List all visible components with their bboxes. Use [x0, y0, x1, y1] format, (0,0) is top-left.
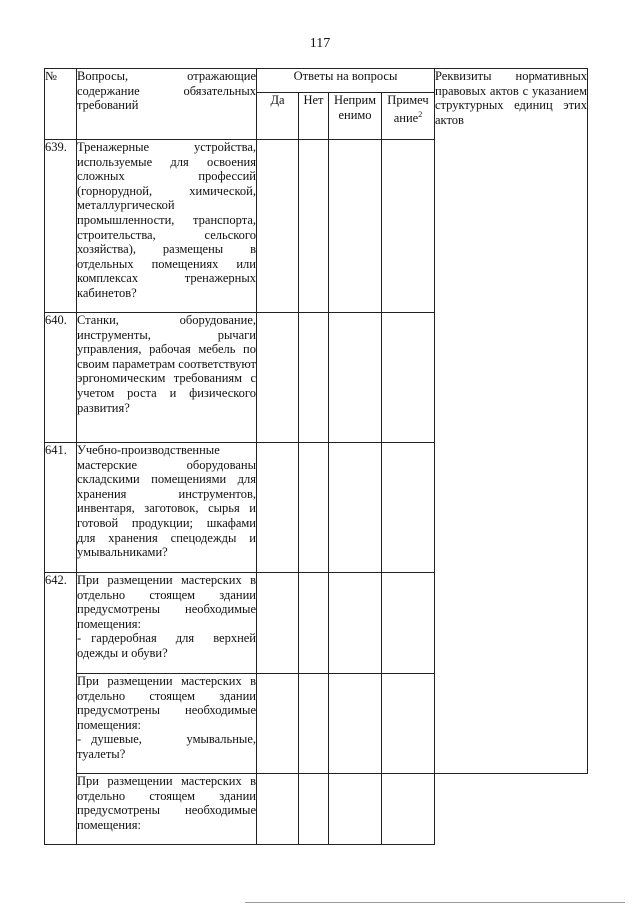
- header-row: [45, 69, 588, 93]
- answer-na-cell[interactable]: [329, 443, 382, 573]
- answer-note-cell[interactable]: [382, 774, 435, 845]
- header-questions: Вопросы, отражающие содержание обязательных требований: [77, 69, 257, 140]
- item-dash: -: [77, 631, 82, 646]
- row-question: Учебно-производственные мастерские оборудованы складскими помещениями для хранения инструментов, инвентаря, заготовок, сырья и готовой продукции; шкафами для хранения спецодежды и умывальниками?: [77, 443, 257, 573]
- note-footnote-mark: 2: [418, 109, 423, 119]
- answer-no-cell[interactable]: [299, 674, 329, 774]
- note-label: Примеч ание: [387, 93, 429, 125]
- checklist-table: [44, 68, 588, 845]
- answer-na-cell[interactable]: [329, 140, 382, 313]
- header-answers: Ответы на вопросы: [257, 69, 435, 93]
- answer-no-cell[interactable]: [299, 140, 329, 313]
- table-row: [45, 774, 588, 845]
- answer-yes-cell[interactable]: [257, 774, 299, 845]
- header-answer-no: Нет: [299, 93, 329, 140]
- row-question: Станки, оборудование, инструменты, рычаги управления, рабочая мебель по своим параметрам соответствуют эргономическим требованиям с учетом роста и физического развития?: [77, 313, 257, 443]
- question-intro: При размещении мастерских в отдельно стоящем здании предусмотрены необходимые помещения:: [77, 573, 256, 631]
- header-num: №: [45, 69, 77, 140]
- header-answer-na: Неприм енимо: [329, 93, 382, 140]
- answer-yes-cell[interactable]: [257, 674, 299, 774]
- answer-note-cell[interactable]: [382, 573, 435, 674]
- answer-note-cell[interactable]: [382, 443, 435, 573]
- header-requisites: Реквизиты нормативных правовых актов с указанием структурных единиц этих актов: [435, 69, 588, 774]
- answer-yes-cell[interactable]: [257, 313, 299, 443]
- answer-no-cell[interactable]: [299, 573, 329, 674]
- answer-note-cell[interactable]: [382, 674, 435, 774]
- row-number: 640.: [45, 313, 77, 443]
- answer-yes-cell[interactable]: [257, 140, 299, 313]
- answer-note-cell[interactable]: [382, 140, 435, 313]
- row-question: [77, 573, 257, 674]
- answer-no-cell[interactable]: [299, 443, 329, 573]
- answer-na-cell[interactable]: [329, 313, 382, 443]
- row-number: 641.: [45, 443, 77, 573]
- answer-note-cell[interactable]: [382, 313, 435, 443]
- answer-no-cell[interactable]: [299, 313, 329, 443]
- question-item: душевые, умывальные, туалеты?: [77, 732, 256, 761]
- row-question: Тренажерные устройства, используемые для освоения сложных профессий (горнорудной, химической, металлургической промышленности, транспорта, строительства, сельского хозяйства), размещены в отдельных помещениях или комплексах тренажерных кабинетов?: [77, 140, 257, 313]
- page-bottom-rule: [245, 902, 625, 903]
- row-number: 639.: [45, 140, 77, 313]
- question-intro: При размещении мастерских в отдельно стоящем здании предусмотрены необходимые помещения:: [77, 674, 256, 732]
- header-answer-note: [382, 93, 435, 140]
- answer-no-cell[interactable]: [299, 774, 329, 845]
- page-number: 117: [309, 36, 331, 51]
- answer-na-cell[interactable]: [329, 573, 382, 674]
- row-question: [77, 674, 257, 774]
- item-dash: -: [77, 732, 82, 747]
- answer-na-cell[interactable]: [329, 774, 382, 845]
- answer-yes-cell[interactable]: [257, 573, 299, 674]
- answer-na-cell[interactable]: [329, 674, 382, 774]
- answer-yes-cell[interactable]: [257, 443, 299, 573]
- row-number: 642.: [45, 573, 77, 845]
- question-item: гардеробная для верхней одежды и обуви?: [77, 631, 256, 660]
- header-answer-yes: Да: [257, 93, 299, 140]
- row-question: При размещении мастерских в отдельно стоящем здании предусмотрены необходимые помещения:: [77, 774, 257, 845]
